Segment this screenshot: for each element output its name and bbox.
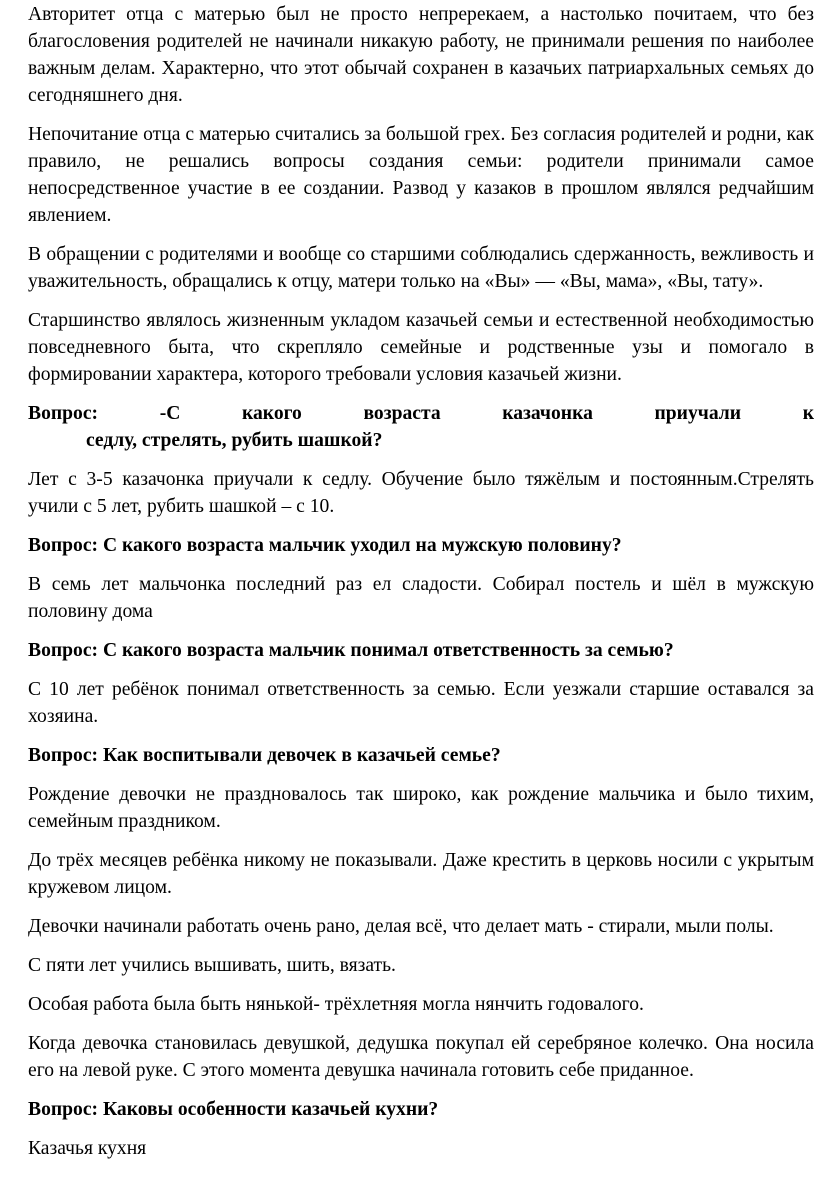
paragraph: С 10 лет ребёнок понимал ответственность за семью. Если уезжали старшие оставался за хозяина.	[28, 679, 814, 727]
paragraph: Девочки начинали работать очень рано, делая всё, что делает мать - стирали, мыли полы.	[28, 916, 774, 937]
paragraph: Авторитет отца с матерью был не просто непререкаем, а настолько почитаем, что без благословения родителей не начинали никакую работу, не принимали решения по наиболее важным делам. Характерно, что этот обычай сохранен в казачьих патриархальных семьях до сегодняшнего дня.	[28, 4, 814, 106]
paragraph: В семь лет мальчонка последний раз ел сладости. Собирал постель и шёл в мужскую половину дома	[28, 574, 814, 622]
paragraph: Казачья кухня	[28, 1138, 147, 1159]
question-heading: Вопрос: Каковы особенности казачьей кухни?	[28, 1099, 439, 1120]
paragraph: Старшинство являлось жизненным укладом казачьей семьи и естественной необходимостью повседневного быта, что скрепляло семейные и родственные узы и помогало в формировании характера, которого требовали условия казачьей жизни.	[28, 310, 814, 385]
paragraph: Лет с 3-5 казачонка приучали к седлу. Обучение было тяжёлым и постоянным.Стрелять учили с 5 лет, рубить шашкой – с 10.	[28, 469, 814, 517]
paragraph: Особая работа была быть нянькой- трёхлетняя могла нянчить годовалого.	[28, 994, 644, 1015]
paragraph: Рождение девочки не праздновалось так широко, как рождение мальчика и было тихим, семейным праздником.	[28, 784, 814, 832]
paragraph: Когда девочка становилась девушкой, дедушка покупал ей серебряное колечко. Она носила его на левой руке. С этого момента девушка начинала готовить себе приданное.	[28, 1033, 814, 1081]
paragraph: Непочитание отца с матерью считались за большой грех. Без согласия родителей и родни, как правило, не решались вопросы создания семьи: родители принимали самое непосредственное участие в ее создании. Развод у казаков в прошлом являлся редчайшим явлением.	[28, 124, 814, 226]
question-heading: Вопрос: С какого возраста мальчик уходил на мужскую половину?	[28, 535, 622, 556]
paragraph: До трёх месяцев ребёнка никому не показывали. Даже крестить в церковь носили с укрытым кружевом лицом.	[28, 850, 814, 898]
question-heading: Вопрос: -С какого возраста казачонка приучали к	[28, 403, 814, 424]
question-heading-continuation: седлу, стрелять, рубить шашкой?	[86, 430, 383, 451]
question-heading: Вопрос: Как воспитывали девочек в казачьей семье?	[28, 745, 501, 766]
paragraph: В обращении с родителями и вообще со старшими соблюдались сдержанность, вежливость и уважительность, обращались к отцу, матери только на «Вы» — «Вы, мама», «Вы, тату».	[28, 244, 814, 292]
paragraph: С пяти лет учились вышивать, шить, вязать.	[28, 955, 396, 976]
question-heading: Вопрос: С какого возраста мальчик понимал ответственность за семью?	[28, 640, 674, 661]
